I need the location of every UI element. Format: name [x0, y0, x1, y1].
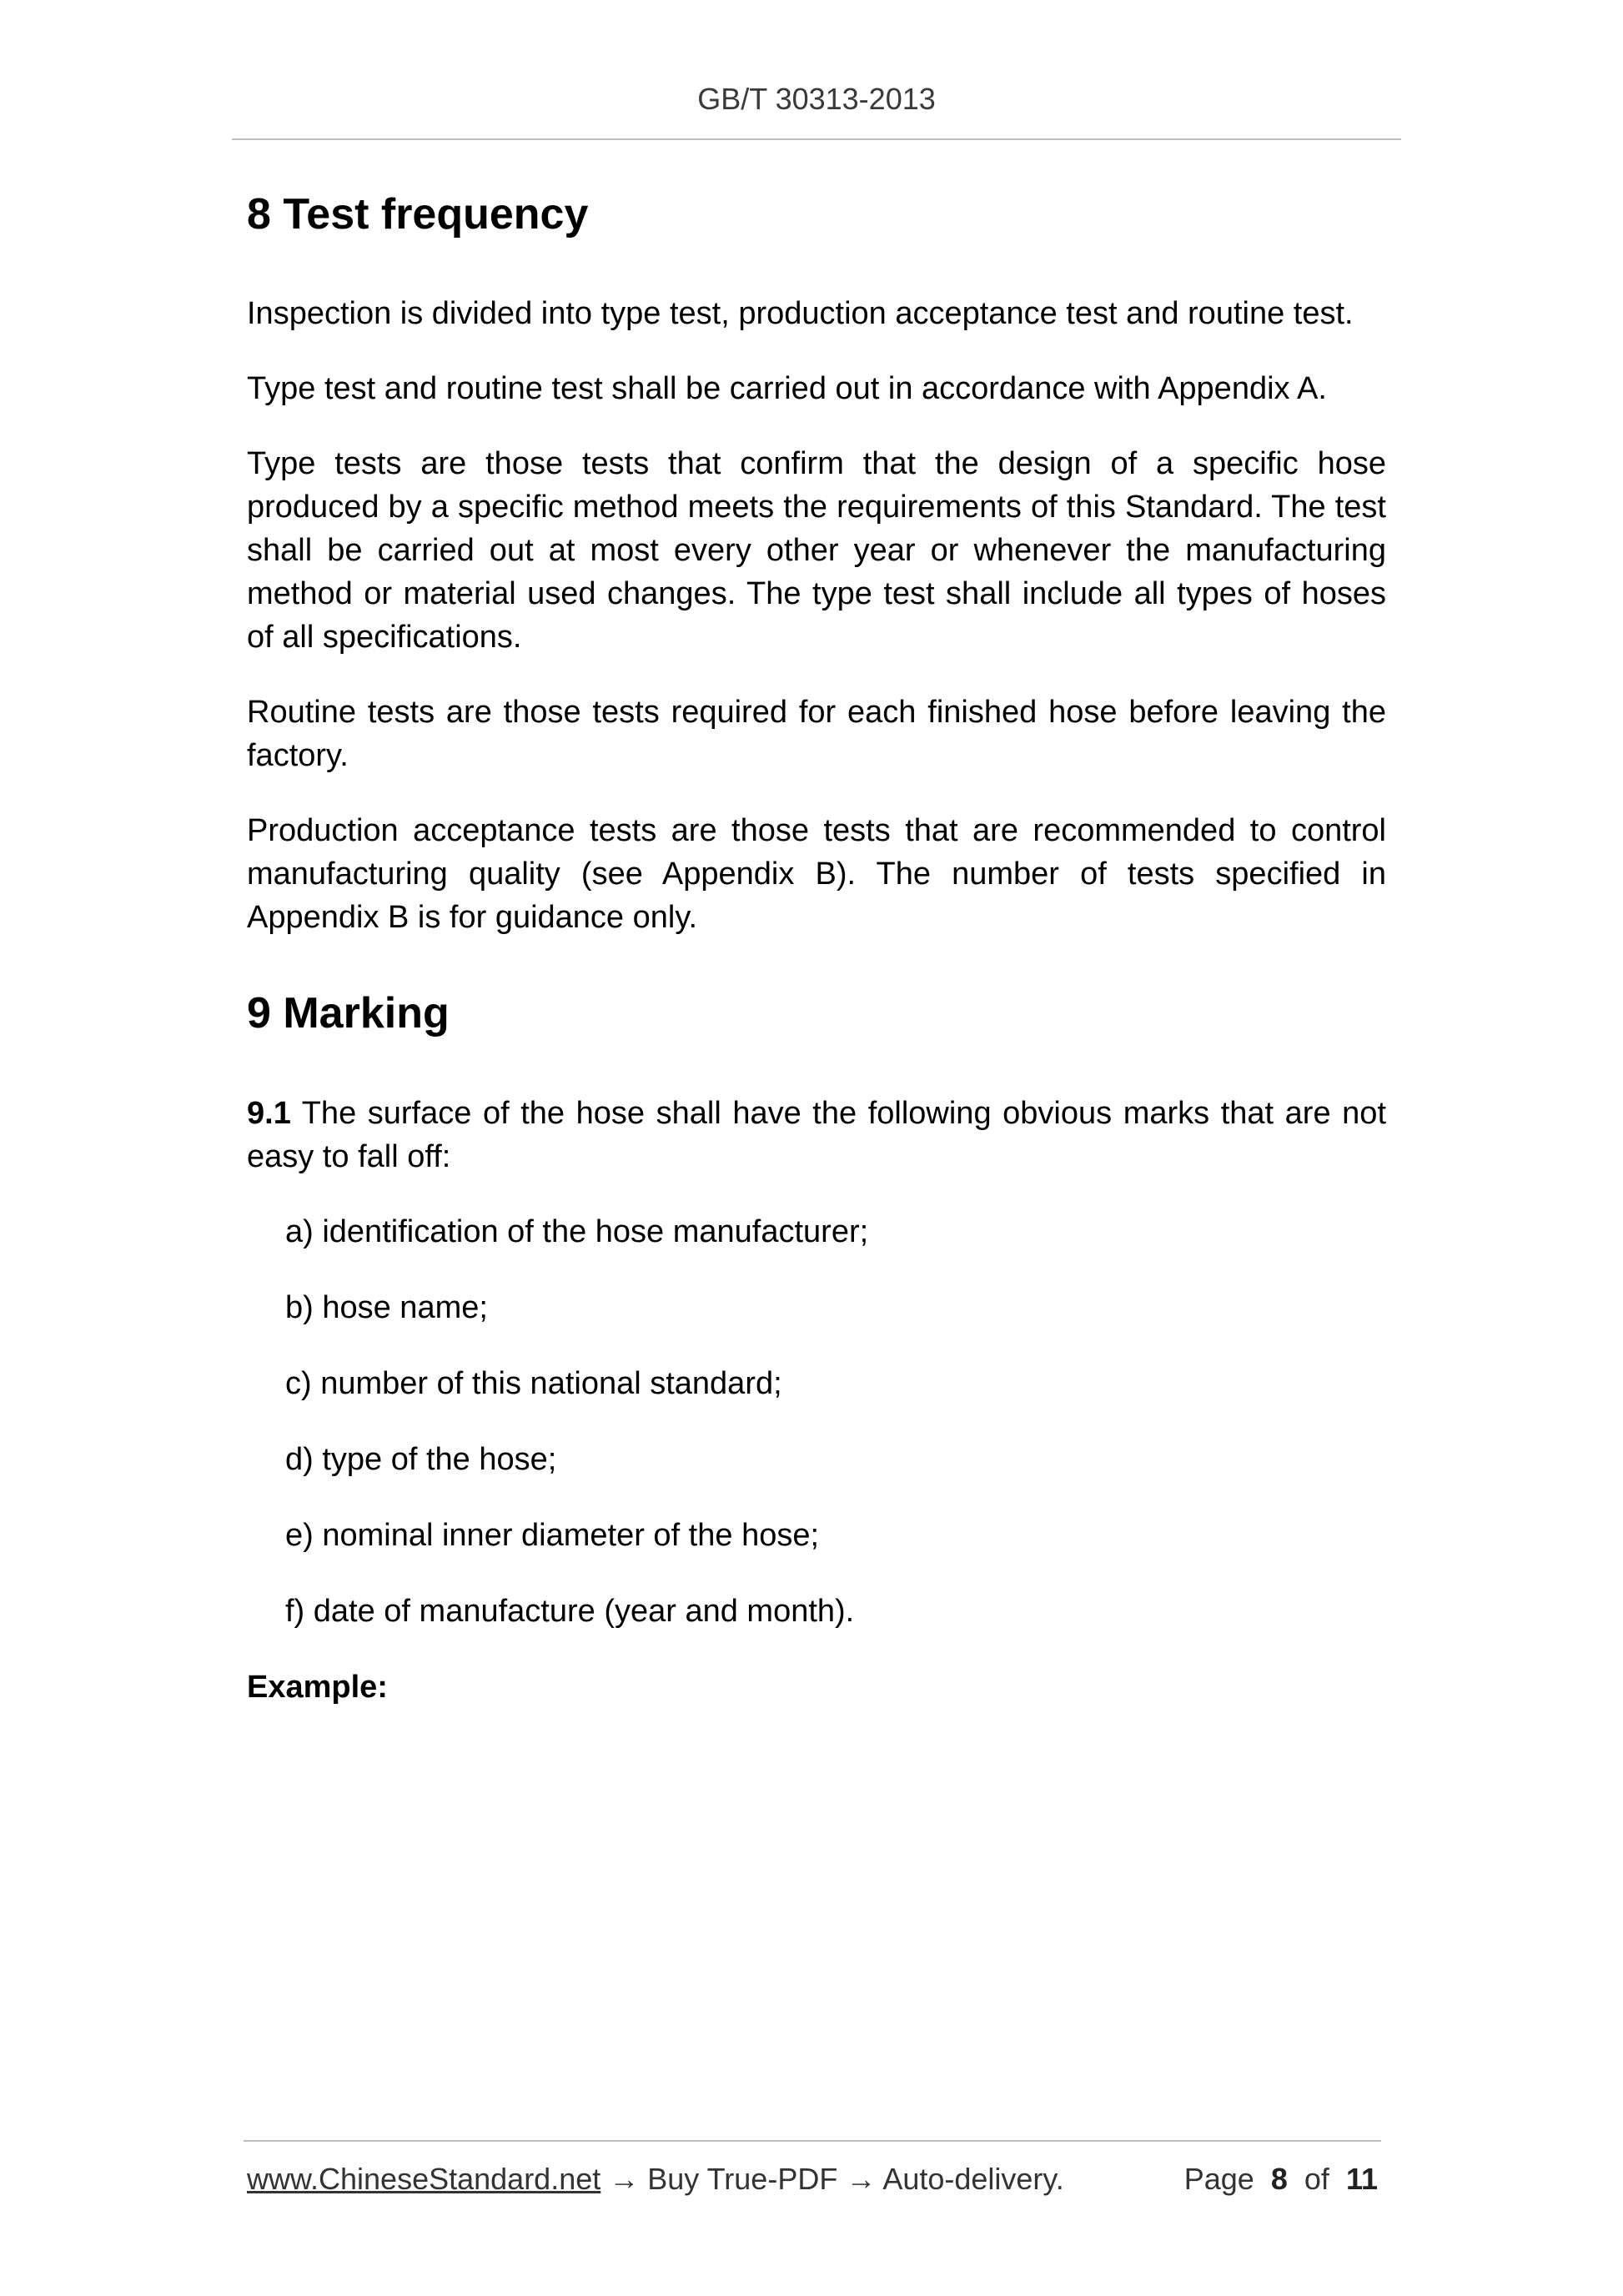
clause-text: The surface of the hose shall have the following obvious marks that are not easy to fall off:	[247, 1095, 1386, 1174]
clause-9-1	[247, 1092, 1386, 1178]
list-item: e) nominal inner diameter of the hose;	[285, 1517, 820, 1553]
section-8-heading: 8 Test frequency	[247, 190, 589, 239]
list-item: c) number of this national standard;	[285, 1365, 782, 1401]
page-footer	[247, 2162, 1378, 2197]
example-label: Example:	[247, 1669, 388, 1705]
page-word: Page	[1183, 2162, 1254, 2196]
list-item: f) date of manufacture (year and month).	[285, 1593, 855, 1629]
list-item: b) hose name;	[285, 1289, 488, 1325]
footer-left	[247, 2162, 1064, 2197]
footer-tagline: → Buy True-PDF → Auto-delivery.	[600, 2162, 1064, 2196]
website-link[interactable]: www.ChineseStandard.net	[247, 2162, 601, 2196]
header-divider	[232, 138, 1401, 140]
section-8-paragraph: Routine tests are those tests required for each finished hose before leaving the factory.	[247, 695, 1386, 774]
footer-divider	[244, 2140, 1381, 2142]
section-8-paragraph: Inspection is divided into type test, production acceptance test and routine test.	[247, 296, 1354, 332]
section-8-paragraph: Type test and routine test shall be carried out in accordance with Appendix A.	[247, 371, 1327, 407]
page-indicator	[1184, 2162, 1378, 2197]
section-9-heading: 9 Marking	[247, 989, 450, 1038]
document-header-title: GB/T 30313-2013	[697, 82, 936, 116]
clause-number: 9.1	[247, 1095, 291, 1131]
page-content	[247, 188, 1386, 1741]
section-8-paragraph: Production acceptance tests are those tests that are recommended to control manufacturing quality (see Appendix B). The number of tests specified in Appendix B is for guidance only.	[247, 813, 1386, 936]
page-of: of	[1304, 2162, 1329, 2196]
page-total: 11	[1345, 2162, 1378, 2196]
page-current: 8	[1270, 2162, 1288, 2196]
list-item: d) type of the hose;	[285, 1441, 557, 1477]
section-8-paragraph: Type tests are those tests that confirm that the design of a specific hose produced by a specific method meets the requirements of this Standard. The test shall be carried out at most every other year or whenever the manufacturing method or material used changes. The type test shall include all types of hoses of all specifications.	[247, 446, 1386, 656]
list-item: a) identification of the hose manufacturer;	[285, 1213, 869, 1249]
marking-list	[247, 1210, 1386, 1633]
